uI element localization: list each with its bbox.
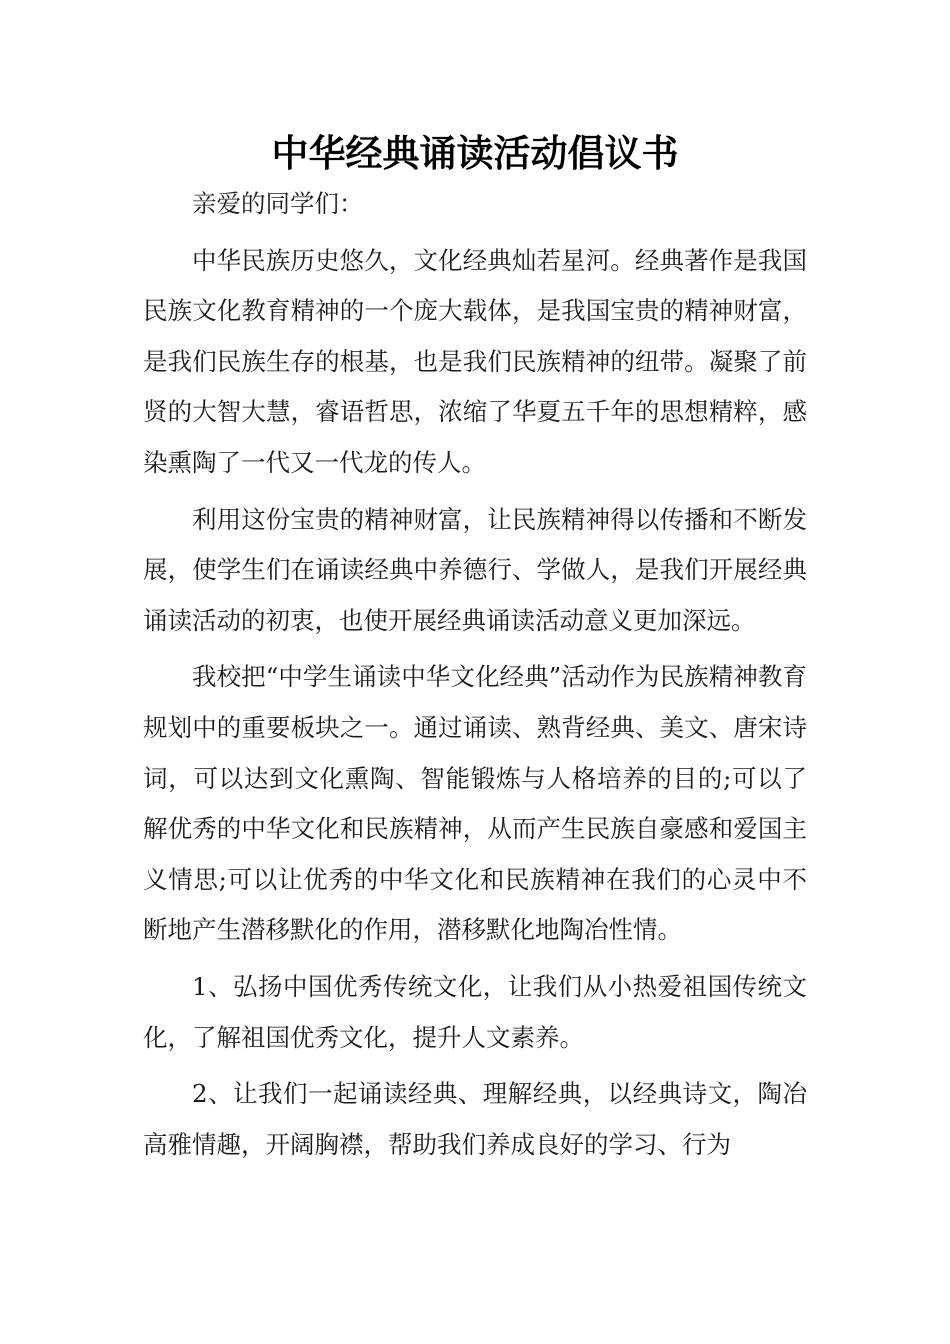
- paragraph-intro: 中华民族历史悠久，文化经典灿若星河。经典著作是我国民族文化教育精神的一个庞大载体，是我国宝贵的精神财富，是我们民族生存的根基，也是我们民族精神的纽带。凝聚了前贤的大智大慧，睿语哲思，浓缩了华夏五千年的思想精粹，感染熏陶了一代又一代龙的传人。: [143, 245, 807, 477]
- paragraph-point-2: 2、让我们一起诵读经典、理解经典，以经典诗文，陶冶高雅情趣，开阔胸襟，帮助我们养成良好的学习、行为: [143, 1079, 807, 1159]
- document-body: [143, 179, 807, 1170]
- paragraph-school-activity: 我校把“中学生诵读中华文化经典”活动作为民族精神教育规划中的重要板块之一。通过诵读、熟背经典、美文、唐宋诗词，可以达到文化熏陶、智能锻炼与人格培养的目的;可以了解优秀的中华文化和民族精神，从而产生民族自豪感和爱国主义情思;可以让优秀的中华文化和民族精神在我们的心灵中不断地产生潜移默化的作用，潜移默化地陶冶性情。: [143, 662, 807, 945]
- paragraph-point-1: 1、弘扬中国优秀传统文化，让我们从小热爱祖国传统文化，了解祖国优秀文化，提升人文素养。: [143, 971, 807, 1052]
- paragraph-purpose: 利用这份宝贵的精神财富，让民族精神得以传播和不断发展，使学生们在诵读经典中养德行、学做人，是我们开展经典诵读活动的初衷，也使开展经典诵读活动意义更加深远。: [143, 504, 807, 635]
- salutation: 亲爱的同学们：: [192, 189, 364, 218]
- document-title: 中华经典诵读活动倡议书: [271, 131, 679, 175]
